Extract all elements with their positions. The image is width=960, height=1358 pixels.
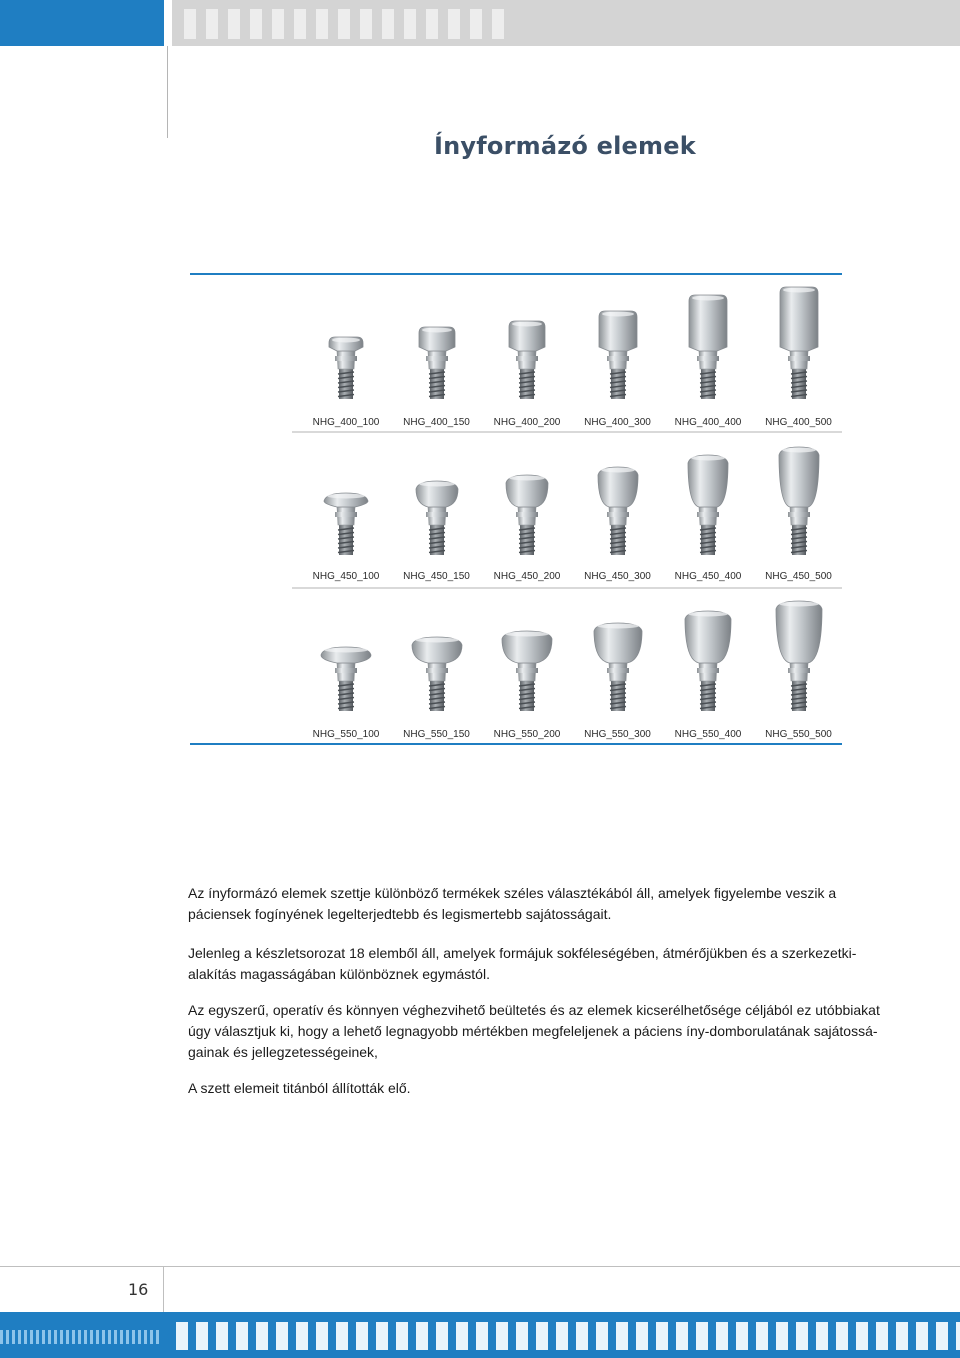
healing-abutment-image [665,431,751,571]
healing-abutment-image [484,275,570,415]
product-item [484,587,570,747]
product-item [756,275,842,435]
product-code-label: NHG_450_200 [493,571,561,582]
healing-abutment-image [394,431,480,571]
header-blue-block [0,0,164,46]
header-stripe-pattern [184,9,514,39]
product-item [665,587,751,747]
healing-abutment-image [665,275,751,415]
product-code-label: NHG_550_150 [403,729,470,740]
product-code-label: NHG_450_100 [312,571,380,582]
product-code-label: NHG_400_500 [765,417,832,428]
product-item [575,275,661,435]
product-item [303,587,389,747]
healing-abutment-image [575,275,661,415]
healing-abutment-image [756,275,842,415]
product-code-label: NHG_400_200 [493,417,561,428]
footer-divider [163,1267,164,1312]
product-item [756,587,842,747]
product-code-label: NHG_450_500 [765,571,832,582]
product-code-label: NHG_400_400 [674,417,742,428]
product-code-label: NHG_400_150 [403,417,470,428]
product-item [394,275,480,435]
product-item [394,587,480,747]
product-code-label: NHG_550_100 [312,729,380,740]
product-item [303,431,389,591]
page-title: Ínyformázó elemek [434,132,696,160]
product-code-label: NHG_550_300 [584,729,651,740]
product-code-label: NHG_550_500 [765,729,832,740]
product-item [394,431,480,591]
healing-abutment-image [575,587,661,727]
product-code-label: NHG_400_300 [584,417,651,428]
product-item [303,275,389,435]
product-item [756,431,842,591]
healing-abutment-image [303,431,389,571]
healing-abutment-image [394,587,480,727]
healing-abutment-image [394,275,480,415]
product-code-label: NHG_550_200 [493,729,561,740]
product-item [575,587,661,747]
product-item [484,431,570,591]
product-code-label: NHG_450_300 [584,571,651,582]
paragraph-intro: Az ínyformázó elemek szettje különböző termékek széles választékából áll, amelyek figyelembe veszik a páciensek fogínyének legelterjedtebb és legismertebb sajátosságait. [188,885,837,922]
product-item [575,431,661,591]
page-number: 16 [128,1280,149,1299]
product-code-label: NHG_450_150 [403,571,470,582]
product-code-label: NHG_450_400 [674,571,742,582]
healing-abutment-image [303,587,389,727]
healing-abutment-image [756,587,842,727]
product-row-550 [303,587,832,747]
product-row-450 [303,431,832,591]
healing-abutment-image [484,587,570,727]
healing-abutment-image [303,275,389,415]
healing-abutment-image [575,431,661,571]
paragraph-composition: Jelenleg a készletsorozat 18 elemből áll, amelyek formájuk sokféleségében, átmérőjükben és a szerkezetki-alakítás magasságában különböznek egymástól. [188,945,857,982]
product-item [484,275,570,435]
product-code-label: NHG_400_100 [312,417,380,428]
product-row-400 [303,275,832,435]
footer-stripe-right [176,1322,960,1350]
product-item [665,431,751,591]
healing-abutment-image [756,431,842,571]
product-item [665,275,751,435]
footer-rule [0,1266,960,1267]
header-divider [167,46,168,138]
paragraph-selection: Az egyszerű, operatív és könnyen véghezvihető beültetés és az elemek kicserélhetősége céljából ez utóbbiakat úgy választjuk ki, hogy a lehető legnagyobb mértékben megfeleljenek a páciens íny-domborulatának sajátossá-gainak és jellegzetességeinek, [188,1002,880,1060]
healing-abutment-image [484,431,570,571]
product-code-label: NHG_550_400 [674,729,742,740]
paragraph-material: A szett elemeit titánból állították elő. [188,1080,411,1096]
footer-stripe-left [0,1330,160,1344]
healing-abutment-image [665,587,751,727]
panel-bottom-border [190,743,842,745]
